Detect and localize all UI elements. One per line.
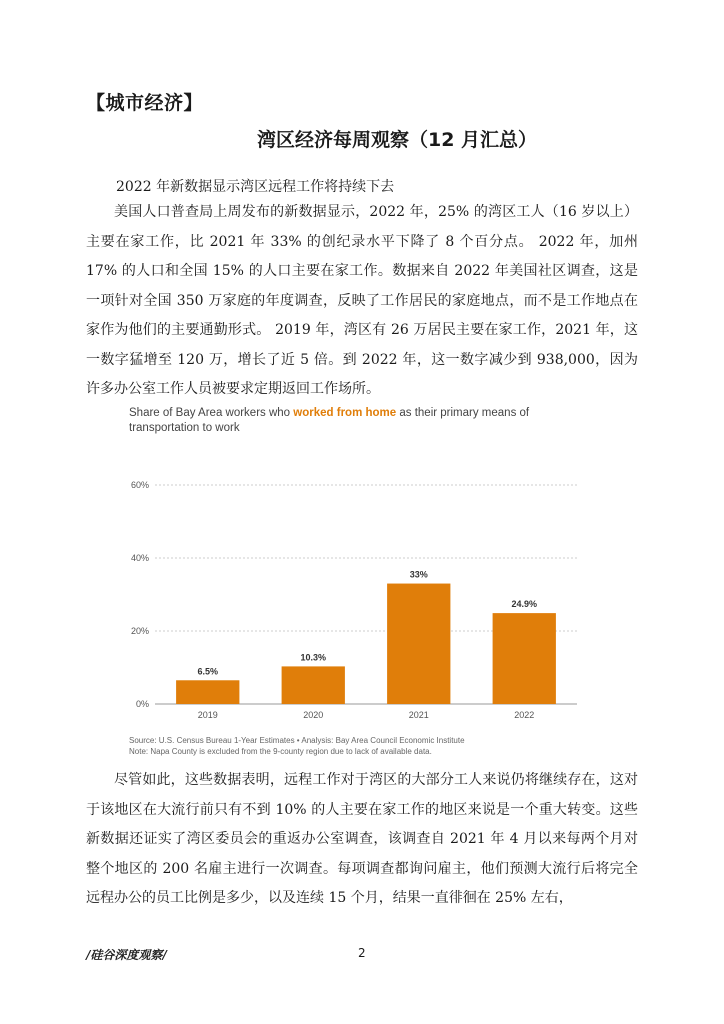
- footer-brand: /硅谷深度观察/: [86, 948, 167, 962]
- chart-title-line2: transportation to work: [129, 422, 240, 434]
- paragraph-1: 美国人口普查局上周发布的新数据显示，2022 年，25% 的湾区工人（16 岁以上）主要在家工作，比 2021 年 33% 的创纪录水平下降了 8 个百分点。 2022 年，加州 17% 的人口和全国 15% 的人口主要在家工作。数据来自 2022 年美国社区调查，这是一项针对全国 350 万家庭的年度调查，反映了工作居民的家庭地点，而不是工作地点在家作为他们的主要通勤形式。 2019 年，湾区有 26 万居民主要在家工作，2021 年，这一数字猛增至 120 万，增长了近 5 倍。到 2022 年，这一数字减少到 938,000，因为许多办公室工作人员被要求定期返回工作场所。: [86, 204, 638, 397]
- paragraph-2: 尽管如此，这些数据表明，远程工作对于湾区的大部分工人来说仍将继续存在，这对于该地区在大流行前只有不到 10% 的人主要在家工作的地区来说是一个重大转变。这些新数据还证实了湾区委员会的重返办公室调查，该调查自 2021 年 4 月以来每两个月对整个地区的 200 名雇主进行一次调查。每项调查都询问雇主，他们预测大流行后将完全远程办公的员工比例是多少，以及连续 15 个月，结果一直徘徊在 25% 左右，: [86, 772, 638, 906]
- wfh-bar-chart: [125, 402, 585, 757]
- bar-value-label: 24.9%: [511, 599, 538, 610]
- y-tick-label: 60%: [130, 480, 149, 490]
- bar-2019: [176, 680, 239, 704]
- bar-value-label: 33%: [409, 569, 428, 580]
- chart-title-line1: Share of Bay Area workers who worked from home as their primary means of: [129, 407, 530, 419]
- y-tick-label: 20%: [130, 626, 149, 636]
- chart-svg: [125, 402, 585, 757]
- x-tick-label: 2020: [303, 710, 324, 720]
- y-tick-label: 0%: [135, 699, 149, 709]
- subtitle: 2022 年新数据显示湾区远程工作将持续下去: [116, 179, 395, 195]
- x-tick-label: 2021: [408, 710, 429, 720]
- section-tag: 【城市经济】: [86, 92, 204, 114]
- y-tick-label: 40%: [130, 553, 149, 563]
- bar-2020: [282, 666, 345, 704]
- bar-2022: [493, 613, 556, 704]
- chart-title-highlight: worked from home: [293, 407, 397, 419]
- chart-note: Note: Napa County is excluded from the 9-county region due to lack of available data.: [129, 747, 432, 756]
- bar-value-label: 6.5%: [197, 666, 219, 677]
- page-title: 湾区经济每周观察（12 月汇总）: [256, 129, 538, 151]
- bar-2021: [387, 584, 450, 704]
- x-tick-label: 2022: [514, 710, 535, 720]
- chart-source: Source: U.S. Census Bureau 1-Year Estimates • Analysis: Bay Area Council Economic Institute: [129, 736, 465, 745]
- x-tick-label: 2019: [197, 710, 218, 720]
- bar-value-label: 10.3%: [300, 652, 327, 663]
- page-number: 2: [358, 946, 366, 960]
